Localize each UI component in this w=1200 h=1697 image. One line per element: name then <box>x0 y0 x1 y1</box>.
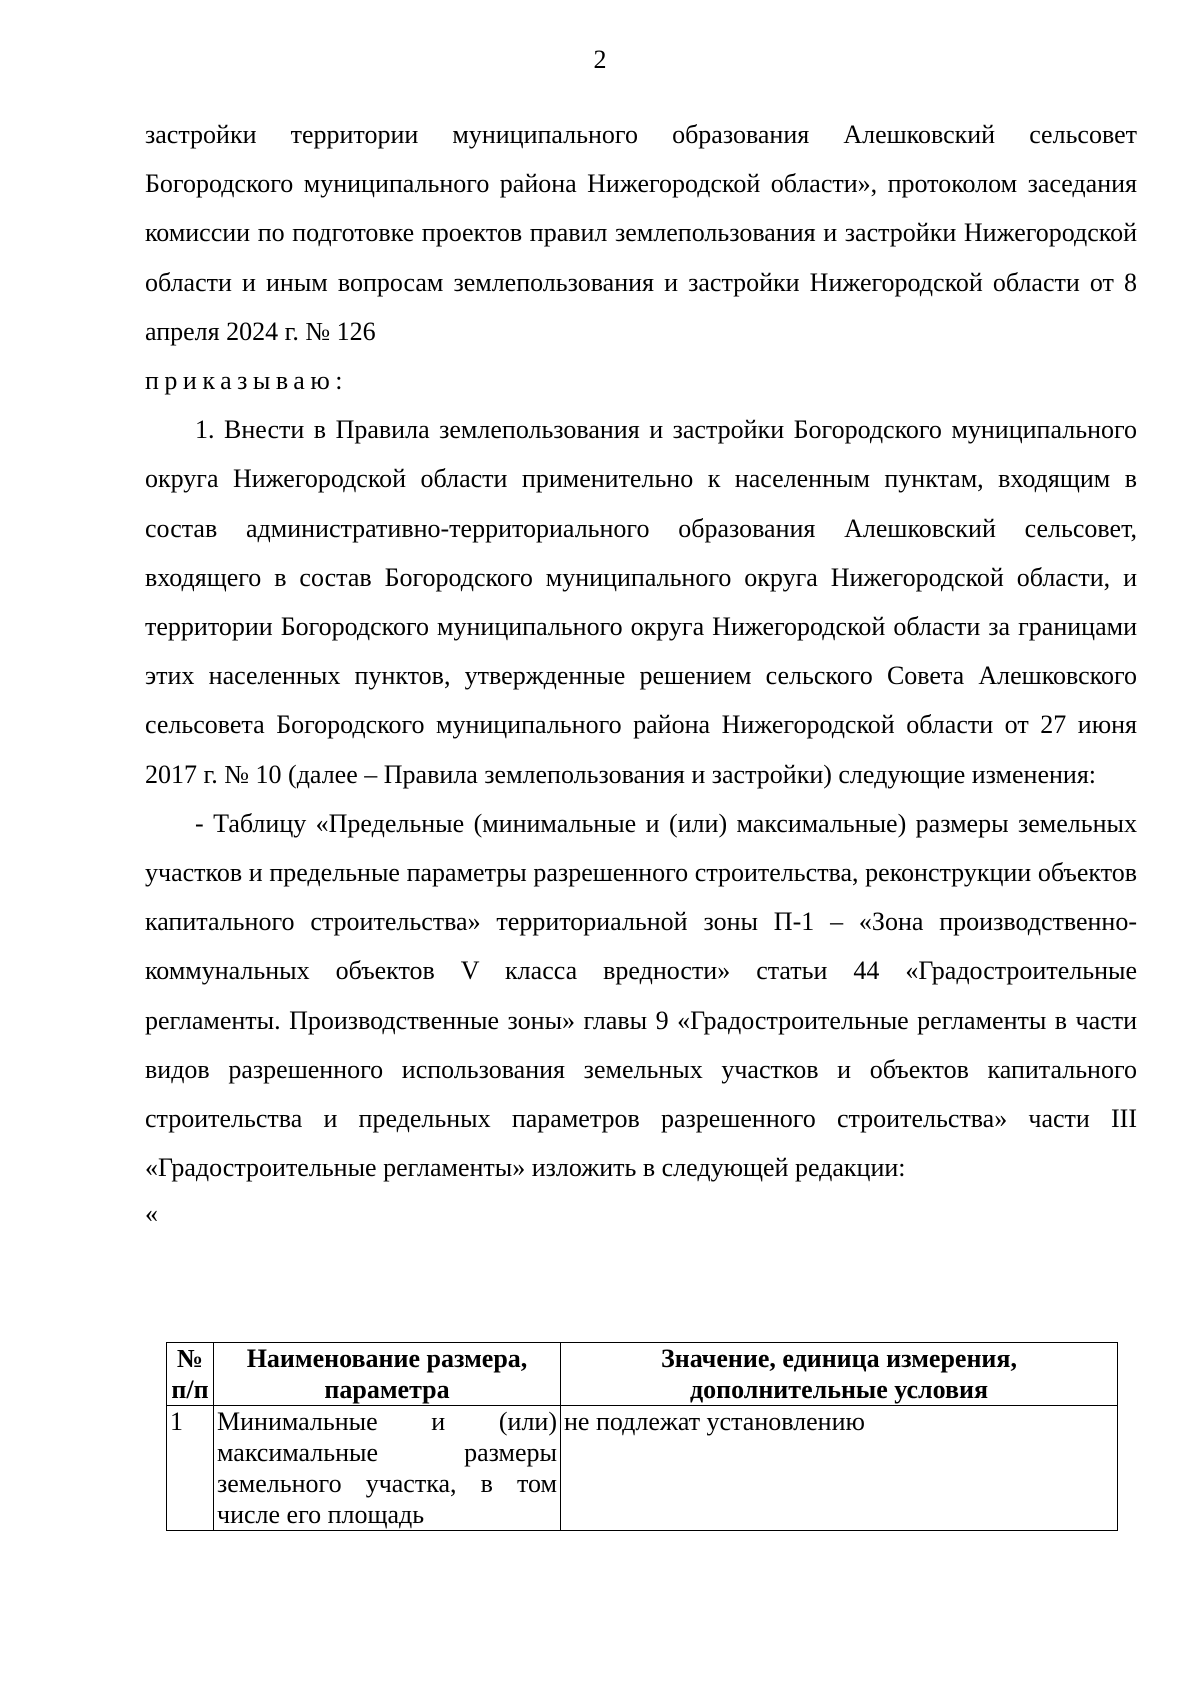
table-row <box>167 1406 1118 1531</box>
document-body <box>145 110 1137 1234</box>
page-number: 2 <box>593 45 607 74</box>
row-number: 1 <box>167 1406 214 1531</box>
header-parameter-name: Наименование размера, параметра <box>214 1343 561 1406</box>
row-parameter-name: Минимальные и (или) максимальные размеры земельного участка, в том числе его площадь <box>214 1406 561 1531</box>
row-value: не подлежат установлению <box>561 1406 1118 1531</box>
header-value: Значение, единица измерения, дополнительные условия <box>561 1343 1118 1406</box>
header-number: № п/п <box>167 1343 214 1406</box>
paragraph-table-amendment: - Таблицу «Предельные (минимальные и (или) максимальные) размеры земельных участков и предельные параметры разрешенного строительства, реконструкции объектов капитального строительства» территориальной зоны П-1 – «Зона производственно-коммунальных объектов V класса вредности» статьи 44 «Градостроительные регламенты. Производственные зоны» главы 9 «Градостроительные регламенты в части видов разрешенного использования земельных участков и объектов капитального строительства и предельных параметров разрешенного строительства» части III «Градостроительные регламенты» изложить в следующей редакции: <box>145 808 1137 1183</box>
paragraph-order-word: приказываю: <box>145 366 348 396</box>
opening-quote-mark: « <box>145 1199 158 1229</box>
paragraph-intro-continuation: застройки территории муниципального образования Алешковский сельсовет Богородского муниципального района Нижегородской области», протоколом заседания комиссии по подготовке проектов правил землепользования и застройки Нижегородской области и иным вопросам землепользования и застройки Нижегородской области от 8 апреля 2024 г. № 126 <box>145 120 1137 346</box>
paragraph-item-1: 1. Внести в Правила землепользования и застройки Богородского муниципального округа Нижегородской области применительно к населенным пунктам, входящим в состав административно-территориального образования Алешковский сельсовет, входящего в состав Богородского муниципального округа Нижегородской области, и территории Богородского муниципального округа Нижегородской области за границами этих населенных пунктов, утвержденные решением сельского Совета Алешковского сельсовета Богородского муниципального района Нижегородской области от 27 июня 2017 г. № 10 (далее – Правила землепользования и застройки) следующие изменения: <box>145 415 1137 789</box>
table-header-row <box>167 1343 1118 1406</box>
parameters-table <box>166 1342 1118 1531</box>
